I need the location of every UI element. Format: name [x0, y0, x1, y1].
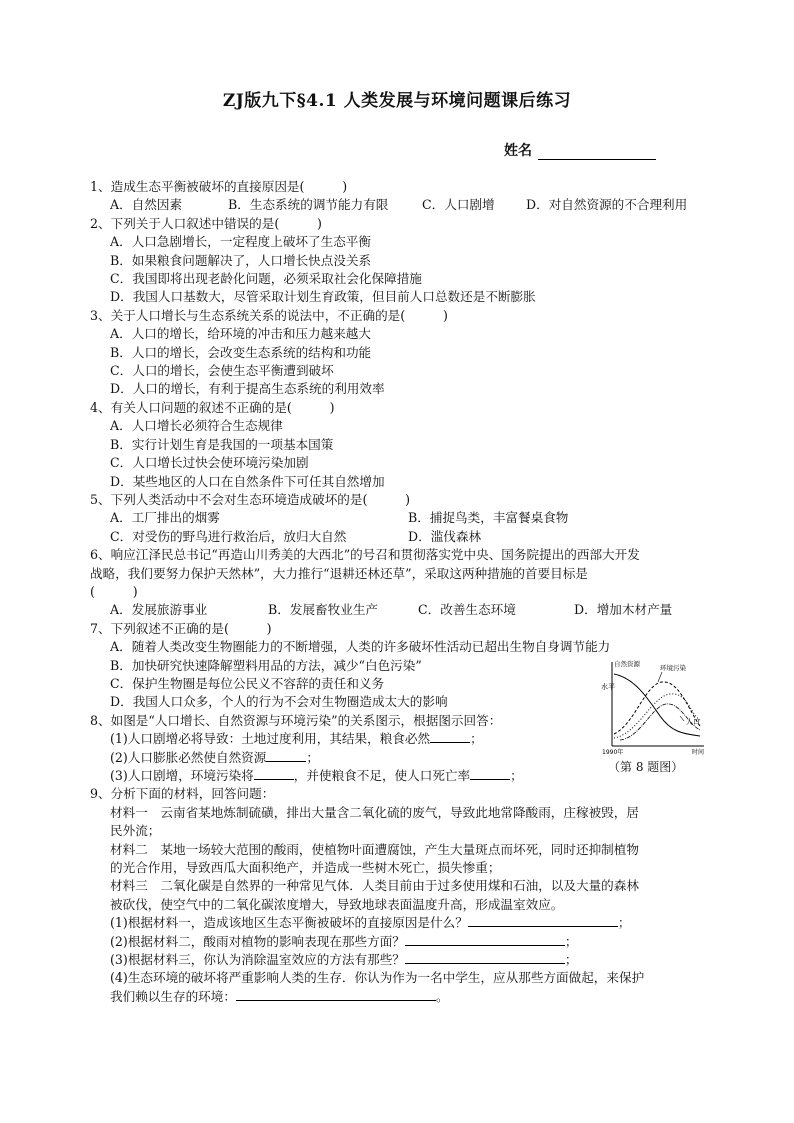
q2-option-d[interactable]: D．我国人口基数大，尽管采取计划生育政策，但目前人口总数还是不断膨胀 — [110, 289, 536, 305]
figure-label-pollution: 环境污染 — [660, 664, 686, 672]
q9-stem: 9、分析下面的材料，回答问题： — [90, 786, 275, 802]
q5-option-d[interactable]: D．滥伐森林 — [408, 528, 482, 544]
q9-part1-end: ； — [617, 915, 631, 931]
q9-material3-line2: 被砍伐，使空气中的二氧化碳浓度增大，导致地球表面温度升高，形成温室效应。 — [110, 896, 564, 912]
figure-label-time: 时间 — [692, 749, 705, 756]
q9-material2-line2: 的光合作用，导致西瓜大面积绝产，并造成一些树木死亡，损失惨重； — [110, 860, 501, 876]
q6-option-a[interactable]: A．发展旅游事业 — [110, 602, 208, 618]
figure-curve-population — [614, 694, 700, 738]
q6-option-c[interactable]: C．改善生态环境 — [418, 602, 516, 618]
q1-option-c[interactable]: C．人口剧增 — [422, 197, 495, 213]
q4-option-b[interactable]: B．实行计划生育是我国的一项基本国策 — [110, 436, 334, 452]
q9-blank3[interactable] — [405, 951, 565, 964]
q7-option-c[interactable]: C．保护生物圈是每位公民义不容辞的责任和义务 — [110, 675, 385, 691]
q7-option-a[interactable]: A．随着人类改变生物圈能力的不断增强，人类的许多破坏性活动已超出生物自身调节能力 — [110, 639, 611, 655]
q8-part2: (2)人口膨胀必然使自然资源 — [110, 749, 267, 765]
name-label: 姓名 — [504, 143, 532, 159]
q7-option-d[interactable]: D．我国人口众多，个人的行为不会对生物圈造成太大的影响 — [110, 694, 448, 710]
q4-stem: 4、有关人口问题的叙述不正确的是( ) — [90, 399, 335, 415]
q9-material1-line2: 民外流； — [110, 823, 161, 839]
q8-stem: 8、如图是“人口增长、自然资源与环境污染”的关系图示，根据图示回答： — [90, 712, 502, 728]
q9-part4-line1: (4)生态环境的破坏将严重影响人类的生存．你认为作为一名中学生，应从那些方面做起，来保护 — [110, 970, 645, 986]
q8-blank4[interactable] — [470, 767, 510, 780]
q3-option-c[interactable]: C．人口的增长，会使生态平衡遭到破坏 — [110, 363, 334, 379]
figure-label-population: 人口 — [686, 718, 700, 726]
q3-option-a[interactable]: A．人口的增长，给环境的冲击和压力越来越大 — [110, 326, 371, 342]
page-title: ZJ版九下§4.1 人类发展与环境问题课后练习 — [222, 91, 572, 111]
q5-options-row2 — [90, 528, 700, 546]
q9-part2-end: ； — [564, 933, 578, 949]
figure-label-year: 1990年 — [602, 749, 624, 756]
q2-option-a[interactable]: A．人口急剧增长，一定程度上破坏了生态平衡 — [110, 234, 371, 250]
figure-curve-pollution — [614, 682, 700, 734]
q9-part4-line2: 我们赖以生存的环境： — [110, 988, 236, 1004]
q9-material1-line1: 材料一 云南省某地炼制硫磺，排出大量含二氧化硫的废气，导致此地常降酸雨，庄稼被毁，居 — [110, 804, 639, 820]
q2-option-b[interactable]: B．如果粮食问题解决了，人口增长快点没关系 — [110, 252, 372, 268]
q3-option-d[interactable]: D．人口的增长，有利于提高生态系统的利用效率 — [110, 381, 385, 397]
q1-option-b[interactable]: B．生态系统的调节能力有限 — [228, 197, 389, 213]
q8-part3-end: ； — [510, 768, 523, 783]
question-list — [90, 178, 700, 1006]
figure-label-level: 水平 — [601, 683, 615, 691]
q2-option-c[interactable]: C．我国即将出现老龄化问题，必须采取社会化保障措施 — [110, 271, 422, 287]
q1-option-a[interactable]: A．自然因素 — [110, 197, 183, 213]
q8-part3: (3)人口剧增，环境污染将 — [110, 768, 254, 783]
q7-option-b[interactable]: B．加快研究快速降解塑料用品的方法，减少“白色污染” — [110, 657, 422, 673]
q4-option-a[interactable]: A．人口增长必须符合生态规律 — [110, 418, 283, 434]
q5-option-c[interactable]: C．对受伤的野鸟进行救治后，放归大自然 — [110, 528, 347, 544]
q9-blank1[interactable] — [468, 914, 618, 927]
figure-leader-population — [680, 716, 684, 721]
q6-options — [90, 601, 700, 619]
q9-blank2[interactable] — [405, 933, 565, 946]
q8-part1-end: ； — [470, 731, 483, 747]
q4-option-d[interactable]: D．某些地区的人口在自然条件下可任其自然增加 — [110, 473, 385, 489]
name-field[interactable] — [504, 140, 656, 160]
q6-option-b[interactable]: B．发展畜牧业生产 — [268, 602, 379, 618]
name-blank[interactable] — [538, 145, 656, 160]
q8-part3-mid: ，并使粮食不足，使人口死亡率 — [293, 768, 471, 783]
q8-part1: (1)人口剧增必将导致：土地过度利用，其结果，粮食必然 — [110, 731, 431, 747]
q7-stem: 7、下列叙述不正确的是( ) — [90, 620, 272, 636]
q9-material2-line1: 材料二 某地一场较大范围的酸雨，使植物叶面遭腐蚀，产生大量斑点而坏死，同时还抑制植物 — [110, 841, 639, 857]
figure-label-resource: 自然资源 — [614, 660, 640, 668]
q3-stem: 3、关于人口增长与生态系统关系的说法中，不正确的是( ) — [90, 307, 448, 323]
q5-stem: 5、下列人类活动中不会对生态环境造成破坏的是( ) — [90, 491, 411, 507]
q8-figure-caption: （第 8 题图） — [608, 760, 684, 774]
q2-stem: 2、下列关于人口叙述中错误的是( ) — [90, 215, 322, 231]
q8-blank2[interactable] — [266, 749, 306, 762]
q3-option-b[interactable]: B．人口的增长，会改变生态系统的结构和功能 — [110, 344, 372, 360]
q9-part3: (3)根据材料三，你认为消除温室效应的方法有那些？ — [110, 952, 405, 968]
q5-option-a[interactable]: A．工厂排出的烟雾 — [110, 510, 220, 526]
q1-option-d[interactable]: D．对自然资源的不合理利用 — [526, 197, 688, 213]
q8-blank3[interactable] — [254, 767, 294, 780]
q9-part4-end: 。 — [435, 988, 449, 1004]
q5-options-row1 — [90, 509, 700, 527]
q9-material3-line1: 材料三 二氧化碳是自然界的一种常见气体．人类目前由于过多使用煤和石油，以及大量的森林 — [110, 878, 639, 894]
q9-part3-end: ； — [564, 952, 578, 968]
q1-options — [90, 196, 700, 214]
q8-part2-end: ； — [306, 749, 319, 765]
q4-option-c[interactable]: C．人口增长过快会使环境污染加剧 — [110, 455, 309, 471]
figure-leader-pollution — [658, 672, 662, 682]
q9-part1: (1)根据材料一，造成该地区生态平衡被破坏的直接原因是什么？ — [110, 915, 468, 931]
q9-blank4[interactable] — [236, 988, 436, 1001]
q9-part2: (2)根据材料二，酸雨对植物的影响表现在那些方面？ — [110, 933, 405, 949]
q6-stem-line1: 6、响应江泽民总书记“再造山川秀美的大西北”的号召和贯彻落实党中央、国务院提出的西部大开发 — [90, 547, 640, 563]
q6-stem-line3: ( ) — [90, 583, 138, 599]
q8-blank1[interactable] — [430, 730, 470, 743]
q5-option-b[interactable]: B．捕捉鸟类，丰富餐桌食物 — [408, 510, 569, 526]
q1-stem: 1、造成生态平衡被破坏的直接原因是( ) — [90, 179, 348, 194]
q6-stem-line2: 战略，我们要努力保护天然林”，大力推行“退耕还林还草”，采取这两种措施的首要目标是 — [90, 565, 588, 581]
q6-option-d[interactable]: D．增加木材产量 — [574, 602, 673, 618]
